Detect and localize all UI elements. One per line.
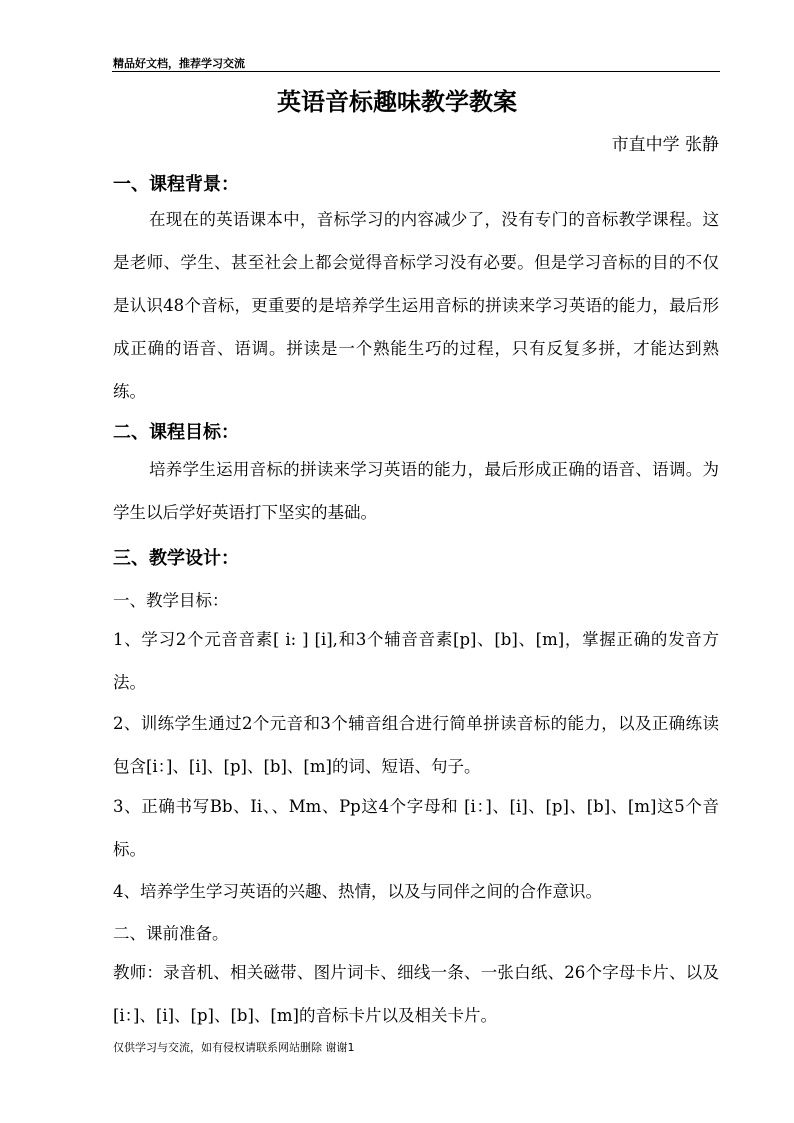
section-heading-goals: 二、课程目标： xyxy=(113,422,239,443)
subheading-objectives: 一、教学目标： xyxy=(113,591,229,610)
objective-item-4: 4、培养学生学习英语的兴趣、热情，以及与同伴之间的合作意识。 xyxy=(113,882,602,901)
author-line: 市直中学 张静 xyxy=(611,135,719,155)
subheading-preparation: 二、课前准备。 xyxy=(113,924,229,943)
objective-item-2: 2、训练学生通过2个元音和3个辅音组合进行简单拼读音标的能力，以及正确练读包含[i：]、[i]、[p]、[b]、[m]的词、短语、句子。 xyxy=(113,714,719,776)
background-paragraph: 在现在的英语课本中，音标学习的内容减少了，没有专门的音标教学课程。这是老师、学生、甚至社会上都会觉得音标学习没有必要。但是学习音标的目的不仅是认识48个音标，更重要的是培养学生运用音标的拼读来学习英语的能力，最后形成正确的语音、语调。拼读是一个熟能生巧的过程，只有反复多拼，才能达到熟练。 xyxy=(113,210,719,401)
objective-item-3: 3、正确书写Bb、Ii、、Mm、Pp这4个字母和 [i：]、[i]、[p]、[b]、[m]这5个音标。 xyxy=(113,797,719,859)
section-heading-background: 一、课程背景： xyxy=(113,174,239,195)
page-header: 精品好文档，推荐学习交流 xyxy=(113,57,245,70)
teacher-materials: 教师：录音机、相关磁带、图片词卡、细线一条、一张白纸、26个字母卡片、以及[i：]、[i]、[p]、[b]、[m]的音标卡片以及相关卡片。 xyxy=(113,963,719,1025)
section-heading-design: 三、教学设计： xyxy=(113,548,239,569)
page-footer: 仅供学习与交流，如有侵权请联系网站删除 谢谢1 xyxy=(113,1041,355,1054)
objective-item-1: 1、学习2个元音音素[ i: ] [i],和3个辅音音素[p]、[b]、[m]，掌握正确的发音方法。 xyxy=(113,630,719,692)
header-rule xyxy=(112,71,720,72)
goals-paragraph: 培养学生运用音标的拼读来学习英语的能力，最后形成正确的语音、语调。为学生以后学好英语打下坚实的基础。 xyxy=(113,460,719,522)
document-title: 英语音标趣味教学教案 xyxy=(277,87,517,116)
